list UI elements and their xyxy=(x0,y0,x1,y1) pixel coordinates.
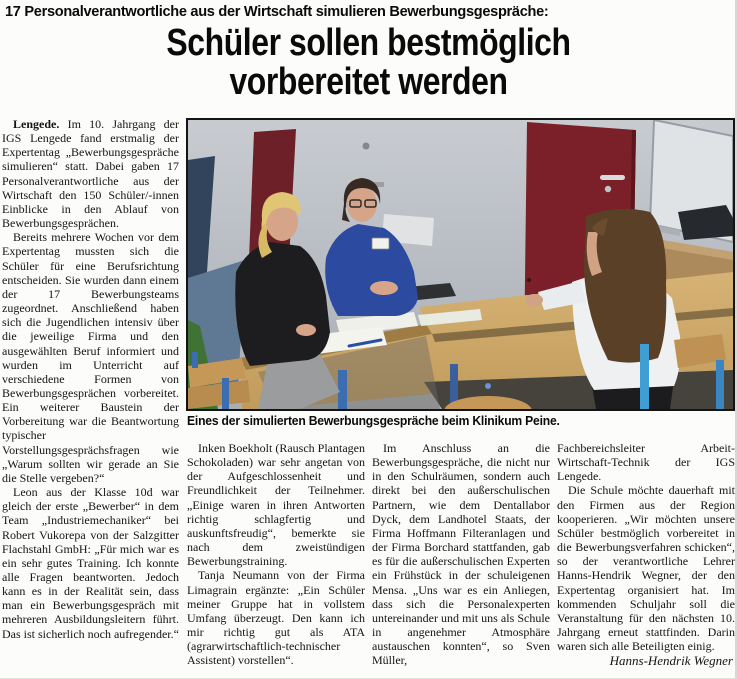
byline: Hanns-Hendrik Wegner xyxy=(609,653,733,669)
paragraph-lede xyxy=(2,117,179,230)
paragraph: Inken Boekholt (Rausch Plantagen Schokoladen) war sehr angetan von der Aufgeschlossenheit und Freundlichkeit der Teilnehmer. „Einige waren in ihren Antworten richtig schlagfertig und auskunftsfreudig“, bemerkte sie nach dem zweistündigen Bewerbungstraining. xyxy=(187,441,365,569)
lede-text: Im 10. Jahrgang der IGS Lengede fand erstmalig der Expertentag „Bewerbungsgespräche simulieren“ statt. Dabei gaben 17 Personalverantwortliche aus der Wirtschaft den 150 Schüler/-innen Einblicke in den Ablauf von Bewerbungsgesprächen. xyxy=(2,117,179,231)
paragraph-continuation: Fachbereichsleiter Arbeit-Wirtschaft-Technik der IGS Lengede. xyxy=(557,441,735,484)
paragraph: Die Schule möchte dauerhaft mit den Firmen aus der Region kooperieren. „Wir möchten unsere Schüler bestmöglich vorbereitet in die Bewerbungsverfahren schicken“, so der verantwortliche Lehrer Hanns-Hendrik Wegner, der den Expertentag organisiert hat. Im kommenden Schuljahr soll die Veranstaltung für den nächsten 10. Jahrgang erneut stattfinden. Darin waren sich alle Beteiligten einig. xyxy=(557,483,735,654)
paragraph: Tanja Neumann von der Firma Limagrain ergänzte: „Ein Schüler meiner Gruppe hat in vollstem Umfang überzeugt. Den kann ich mir richtig gut als ATA (agrarwirtschaftlich-technischer Assistent) vorstellen“. xyxy=(187,568,365,668)
dateline-location: Lengede. xyxy=(13,117,60,131)
article-photo xyxy=(186,118,735,411)
paragraph: Im Anschluss an die Bewerbungsgespräche, die nicht nur in den Schulräumen, sondern auch direkt bei den außerschulischen Partnern, wie dem Dentallabor Dyck, dem Landhotel Staats, der Firma Hoffmann Filteranlagen und der Firma Borchard stattfanden, gab es für die außerschulischen Experten ein Frühstück in der schuleigenen Mensa. „Uns war es ein Anliegen, dass sich die Personalexperten untereinander und mit uns als Schule in angenehmer Atmosphäre austauschen konnten“, so Sven Müller, xyxy=(372,441,550,668)
paragraph: Bereits mehrere Wochen vor dem Expertentag mussten sich die Schüler für eine Berufsrichtung entscheiden. Sie wurden dann einem der 17 Bewerbungsteams zugeordnet. Anschließend haben sich die Jugendlichen intensiv über die jeweilige Firma und den ausgewählten Beruf informiert und wurden im Unterricht auf verschiedene Formen von Bewerbungsgesprächen vorbereitet. Ein weiterer Baustein der Vorbereitung war die Beantwortung typischer Vorstellungsgesprächsfragen wie „Warum sollten wir gerade an Sie die Stelle vergeben?“ xyxy=(2,230,179,485)
article-column-4 xyxy=(557,441,735,669)
article-column-1 xyxy=(2,117,179,641)
paragraph: Leon aus der Klasse 10d war gleich der erste „Bewerber“ in dem Team „Industriemechaniker“ bei Robert Vukorepa von der Salzgitter Flachstahl GmbH: „Für mich war es ein sehr gutes Training. Ich konnte alle Fragen beantworten. Jedoch kann es in der Realität sein, dass man ein Bewerbungsgespräch mit mehreren Ausbildungsleitern führt. Das ist sicherlich noch aufregender.“ xyxy=(2,485,179,641)
kicker-line: 17 Personalverantwortliche aus der Wirtschaft simulieren Bewerbungsgespräche: xyxy=(5,3,549,20)
article-column-2 xyxy=(187,441,365,668)
headline-line-2: vorbereitet werden xyxy=(229,61,508,103)
photo-illustration xyxy=(188,120,733,409)
headline xyxy=(0,24,737,102)
article-column-3 xyxy=(372,441,550,668)
headline-line-1: Schüler sollen bestmöglich xyxy=(166,22,571,64)
photo-caption: Eines der simulierten Bewerbungsgespräche beim Klinikum Peine. xyxy=(187,414,560,428)
